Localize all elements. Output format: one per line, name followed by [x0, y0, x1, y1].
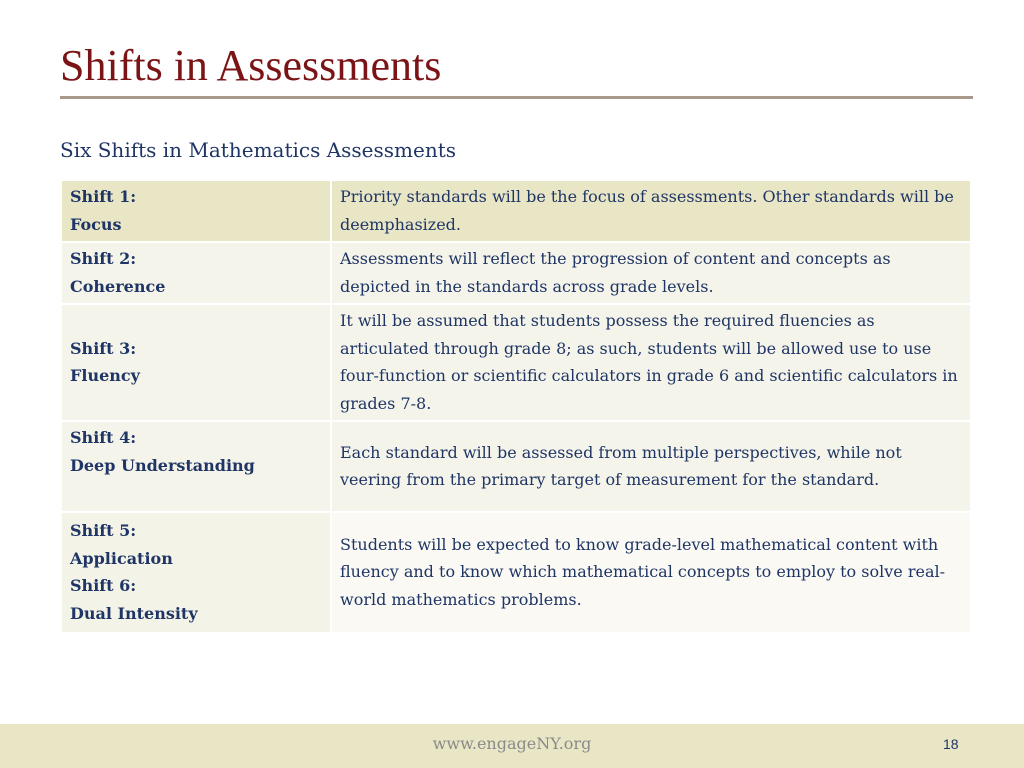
shift-description: Priority standards will be the focus of assessments. Other standards will be deemphasized. [331, 180, 971, 242]
shift-label [61, 242, 331, 304]
shift-label-line: Shift 2: [70, 249, 137, 268]
shift-label-line: Shift 5: [70, 521, 137, 540]
table-row [61, 304, 971, 421]
shift-label-line: Focus [70, 214, 122, 234]
shift-label [61, 304, 331, 421]
shift-label-line: Coherence [70, 276, 166, 296]
shift-label-line: Shift 6: [70, 576, 137, 595]
shift-description: Assessments will reflect the progression of content and concepts as depicted in the standards across grade levels. [331, 242, 971, 304]
shift-label [61, 421, 331, 512]
shift-description: It will be assumed that students possess the required fluencies as articulated through grade 8; as such, students will be allowed use to use four-function or scientific calculators in grade 6 and scientific calculators in grades 7-8. [331, 304, 971, 421]
shift-label-line: Dual Intensity [70, 603, 198, 623]
shift-label-line: Application [70, 548, 173, 568]
footer-bar [0, 724, 1024, 768]
slide-title: Shifts in Assessments [60, 41, 442, 90]
shifts-table [60, 179, 972, 634]
shift-label [61, 512, 331, 633]
shift-description: Students will be expected to know grade-level mathematical content with fluency and to know which mathematical concepts to employ to solve real-world mathematics problems. [331, 512, 971, 633]
shift-label-line: Shift 4: [70, 428, 137, 447]
shift-label-line: Deep Understanding [70, 455, 255, 475]
shift-label [61, 180, 331, 242]
table-row [61, 421, 971, 512]
shift-description: Each standard will be assessed from multiple perspectives, while not veering from the primary target of measurement for the standard. [331, 421, 971, 512]
footer-url: www.engageNY.org [432, 734, 592, 753]
table-row [61, 180, 971, 242]
table-row [61, 512, 971, 633]
page-number: 18 [943, 736, 959, 752]
shift-label-line: Fluency [70, 366, 140, 385]
shift-label-line: Shift 3: [70, 338, 137, 358]
title-divider [60, 96, 973, 99]
table-row [61, 242, 971, 304]
slide-subtitle: Six Shifts in Mathematics Assessments [60, 138, 457, 162]
shift-label-line: Shift 1: [70, 187, 137, 206]
